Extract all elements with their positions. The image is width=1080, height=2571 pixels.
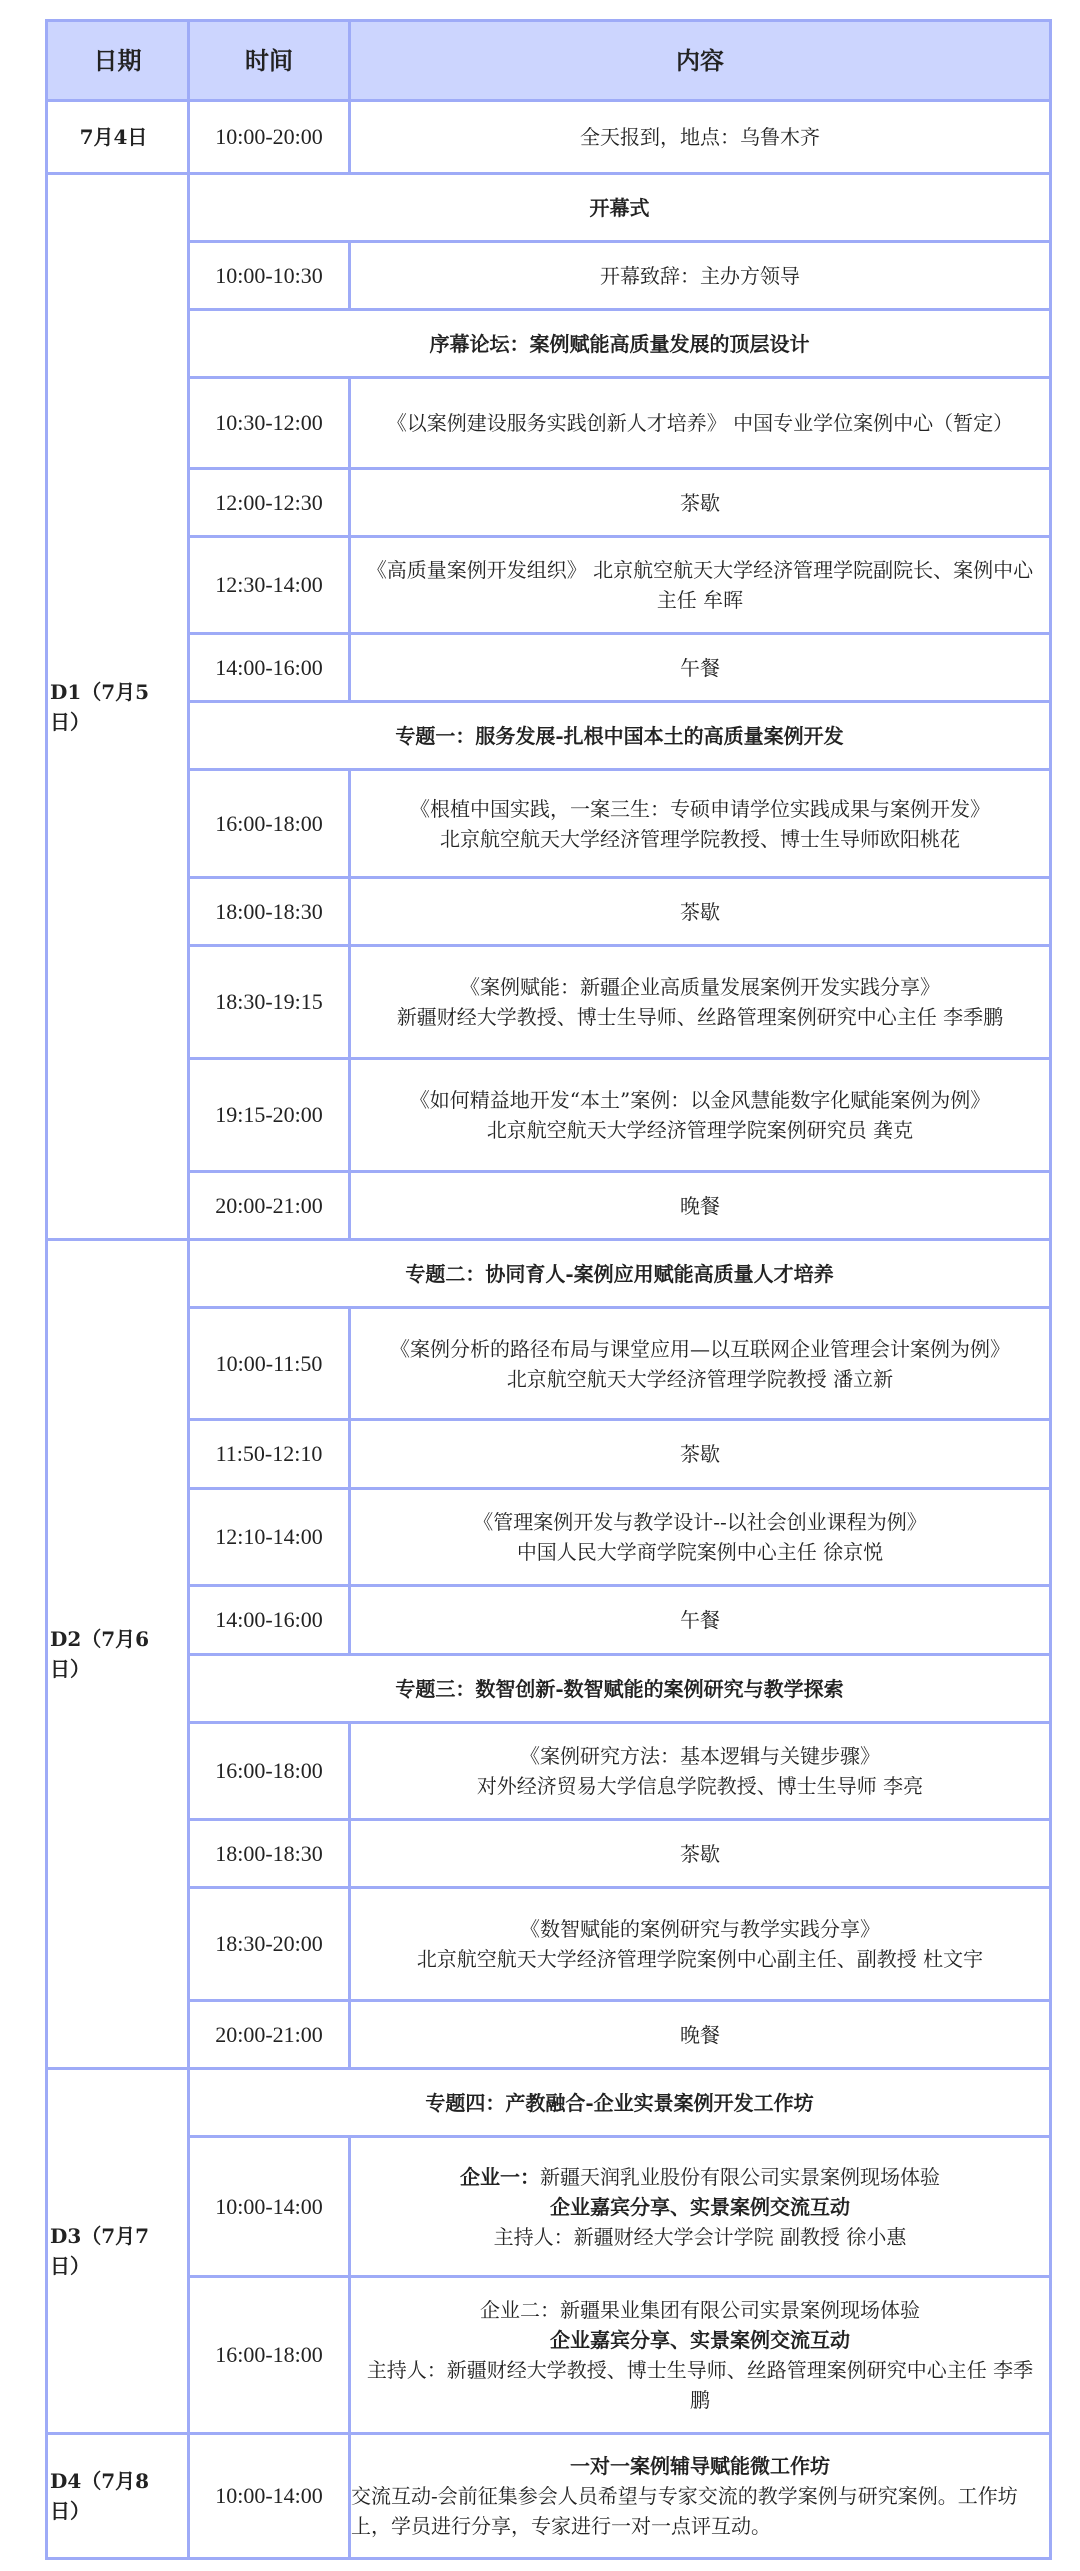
content-cell: [350, 1820, 1051, 1888]
header-content: 内容: [350, 21, 1051, 101]
content-line: [361, 1364, 1039, 1394]
content-line: [361, 1439, 1039, 1469]
date-cell: D1（7月5日）: [47, 174, 189, 1240]
table-row: [47, 242, 1051, 310]
section-title: 序幕论坛：案例赋能高质量发展的顶层设计: [189, 310, 1051, 378]
table-row: [47, 946, 1051, 1059]
content-text: 晚餐: [680, 1193, 720, 1218]
table-row: [47, 469, 1051, 537]
content-line: [361, 122, 1039, 152]
content-text: 《案例研究方法：基本逻辑与关键步骤》: [520, 1744, 880, 1768]
content-text: 新疆财经大学教授、博士生导师、丝路管理案例研究中心主任 李季鹏: [396, 1005, 1004, 1029]
content-cell: [350, 1888, 1051, 2001]
content-line: [361, 1115, 1039, 1145]
time-cell: 10:00-11:50: [189, 1308, 350, 1420]
content-text: 交流互动-会前征集参会人员希望与专家交流的教学案例与研究案例。工作坊上，学员进行分享，专家进行一对一点评互动。: [351, 2484, 1018, 2538]
content-cell: [350, 1059, 1051, 1172]
content-text: 北京航空航天大学经济管理学院教授 潘立新: [506, 1366, 894, 1391]
time-cell: 10:00-14:00: [189, 2137, 350, 2277]
content-text: 《以案例建设服务实践创新人才培养》 中国专业学位案例中心（暂定）: [386, 411, 1014, 435]
content-line: [361, 2355, 1039, 2415]
time-cell: 19:15-20:00: [189, 1059, 350, 1172]
table-row: [47, 1308, 1051, 1420]
content-cell: [350, 1172, 1051, 1240]
content-text: 茶歇: [680, 1442, 720, 1466]
content-line: [361, 1191, 1039, 1221]
time-cell: 10:00-14:00: [189, 2434, 350, 2559]
table-row: [47, 1172, 1051, 1240]
date-cell: D2（7月6日）: [47, 1240, 189, 2069]
content-cell: [350, 1489, 1051, 1586]
time-cell: 10:30-12:00: [189, 378, 350, 469]
table-row: [47, 1888, 1051, 2001]
date-cell: D3（7月7日）: [47, 2069, 189, 2434]
time-cell: 16:00-18:00: [189, 1723, 350, 1820]
content-cell: [350, 946, 1051, 1059]
time-cell: 18:00-18:30: [189, 1820, 350, 1888]
content-text: 主持人：新疆财经大学会计学院 副教授 徐小惠: [493, 2224, 907, 2249]
table-row: [47, 1723, 1051, 1820]
content-text: 新疆天润乳业股份有限公司实景案例现场体验: [540, 2164, 940, 2189]
table-row: [47, 2434, 1051, 2559]
content-line: [361, 2192, 1039, 2222]
content-text: 企业二：新疆果业集团有限公司实景案例现场体验: [480, 2298, 920, 2322]
content-cell: [350, 1308, 1051, 1420]
content-line: [361, 1605, 1039, 1635]
content-text: 茶歇: [680, 899, 720, 924]
content-line: [351, 2481, 1049, 2541]
time-cell: 16:00-18:00: [189, 2277, 350, 2434]
content-text: 企业嘉宾分享、实景案例交流互动: [550, 2328, 850, 2352]
content-line: [361, 1334, 1039, 1364]
content-text: 北京航空航天大学经济管理学院教授、博士生导师欧阳桃花: [440, 826, 960, 851]
table-row: [47, 1059, 1051, 1172]
content-cell: [350, 1723, 1051, 1820]
time-cell: 10:00-20:00: [189, 101, 350, 174]
table-row: [47, 2277, 1051, 2434]
table-row: [47, 2137, 1051, 2277]
section-title: 开幕式: [189, 174, 1051, 242]
content-cell: [350, 878, 1051, 946]
content-cell: [350, 1420, 1051, 1489]
content-cell: [350, 469, 1051, 537]
content-line: [361, 824, 1039, 854]
content-line: [361, 1914, 1039, 1944]
section-row: [47, 1655, 1051, 1723]
content-text: 《案例赋能：新疆企业高质量发展案例开发实践分享》: [460, 975, 940, 999]
content-line: [361, 1771, 1039, 1801]
section-row: [47, 1240, 1051, 1308]
content-line: [361, 1839, 1039, 1869]
content-cell: [350, 242, 1051, 310]
content-text: 《数智赋能的案例研究与教学实践分享》: [520, 1917, 880, 1941]
content-cell: [350, 537, 1051, 634]
time-cell: 12:30-14:00: [189, 537, 350, 634]
table-row: [47, 878, 1051, 946]
section-row: [47, 310, 1051, 378]
content-cell: [350, 2137, 1051, 2277]
content-line: [361, 555, 1039, 615]
time-cell: 18:30-20:00: [189, 1888, 350, 2001]
content-text: 《如何精益地开发“本土”案例：以金风慧能数字化赋能案例为例》: [409, 1088, 991, 1112]
schedule-table: [45, 19, 1052, 2560]
content-text: 午餐: [680, 1608, 720, 1632]
time-cell: 18:30-19:15: [189, 946, 350, 1059]
time-cell: 14:00-16:00: [189, 634, 350, 702]
content-text: 《案例分析的路径布局与课堂应用—以互联网企业管理会计案例为例》: [390, 1336, 1010, 1361]
content-text: 茶歇: [680, 1841, 720, 1866]
table-row: [47, 537, 1051, 634]
content-text: 全天报到，地点：乌鲁木齐: [580, 125, 820, 149]
date-cell: D4（7月8日）: [47, 2434, 189, 2559]
table-row: [47, 1586, 1051, 1655]
time-cell: 12:10-14:00: [189, 1489, 350, 1586]
date-cell: 7月4日: [47, 101, 189, 174]
content-cell: [350, 770, 1051, 878]
section-title: 专题四：产教融合-企业实景案例开发工作坊: [189, 2069, 1051, 2137]
time-cell: 12:00-12:30: [189, 469, 350, 537]
section-title: 专题三：数智创新-数智赋能的案例研究与教学探索: [189, 1655, 1051, 1723]
table-row: [47, 2001, 1051, 2069]
content-line: [361, 972, 1039, 1002]
table-row: [47, 101, 1051, 174]
content-text: 茶歇: [680, 490, 720, 515]
content-line: [361, 794, 1039, 824]
content-line: [361, 2295, 1039, 2325]
content-text: 北京航空航天大学经济管理学院案例研究员 龚克: [486, 1118, 914, 1142]
time-cell: 18:00-18:30: [189, 878, 350, 946]
content-line: [361, 2222, 1039, 2252]
content-text: 北京航空航天大学经济管理学院案例中心副主任、副教授 杜文宇: [416, 1947, 984, 1971]
content-cell: [350, 2277, 1051, 2434]
content-text: 中国人民大学商学院案例中心主任 徐京悦: [516, 1540, 884, 1564]
content-text: 一对一案例辅导赋能微工作坊: [570, 2454, 830, 2478]
content-cell: [350, 1586, 1051, 1655]
time-cell: 20:00-21:00: [189, 2001, 350, 2069]
content-cell: [350, 634, 1051, 702]
content-line: [361, 1944, 1039, 1974]
content-line: [361, 2162, 1039, 2192]
content-text: 主持人：新疆财经大学教授、博士生导师、丝路管理案例研究中心主任 李季鹏: [366, 2358, 1034, 2412]
content-cell: [350, 2434, 1051, 2559]
time-cell: 11:50-12:10: [189, 1420, 350, 1489]
time-cell: 16:00-18:00: [189, 770, 350, 878]
time-cell: 10:00-10:30: [189, 242, 350, 310]
content-cell: [350, 2001, 1051, 2069]
content-text: 《管理案例开发与教学设计--以社会创业课程为例》: [473, 1510, 927, 1534]
section-row: [47, 702, 1051, 770]
schedule-body: [47, 101, 1051, 2559]
content-line: [361, 2451, 1039, 2481]
content-text: 开幕致辞：主办方领导: [600, 263, 800, 288]
content-line: [361, 408, 1039, 438]
table-header-row: [47, 21, 1051, 101]
content-line: [361, 653, 1039, 683]
content-line: [361, 1085, 1039, 1115]
content-line: [361, 261, 1039, 291]
content-line: [361, 488, 1039, 518]
header-date: 日期: [47, 21, 189, 101]
section-title: 专题二：协同育人-案例应用赋能高质量人才培养: [189, 1240, 1051, 1308]
content-text: 对外经济贸易大学信息学院教授、博士生导师 李亮: [476, 1774, 924, 1798]
content-line: [361, 1537, 1039, 1567]
section-row: [47, 2069, 1051, 2137]
content-line: [361, 2020, 1039, 2050]
content-text: 《根植中国实践，一案三生：专硕申请学位实践成果与案例开发》: [410, 796, 990, 821]
content-line: [361, 897, 1039, 927]
time-cell: 20:00-21:00: [189, 1172, 350, 1240]
content-text: 企业嘉宾分享、实景案例交流互动: [550, 2194, 850, 2219]
content-cell: [350, 101, 1051, 174]
content-text: 午餐: [680, 655, 720, 680]
table-row: [47, 634, 1051, 702]
content-line: [361, 1002, 1039, 1032]
header-time: 时间: [189, 21, 350, 101]
content-line: [361, 1741, 1039, 1771]
section-title: 专题一：服务发展-扎根中国本土的高质量案例开发: [189, 702, 1051, 770]
content-line: [361, 2325, 1039, 2355]
content-text: 晚餐: [680, 2022, 720, 2047]
content-line: [361, 1507, 1039, 1537]
content-text: 企业一：: [460, 2164, 540, 2189]
content-cell: [350, 378, 1051, 469]
table-row: [47, 1489, 1051, 1586]
time-cell: 14:00-16:00: [189, 1586, 350, 1655]
table-row: [47, 770, 1051, 878]
table-row: [47, 1820, 1051, 1888]
table-row: [47, 1420, 1051, 1489]
content-text: 《高质量案例开发组织》 北京航空航天大学经济管理学院副院长、案例中心主任 牟晖: [366, 558, 1034, 612]
table-row: [47, 378, 1051, 469]
section-row: [47, 174, 1051, 242]
